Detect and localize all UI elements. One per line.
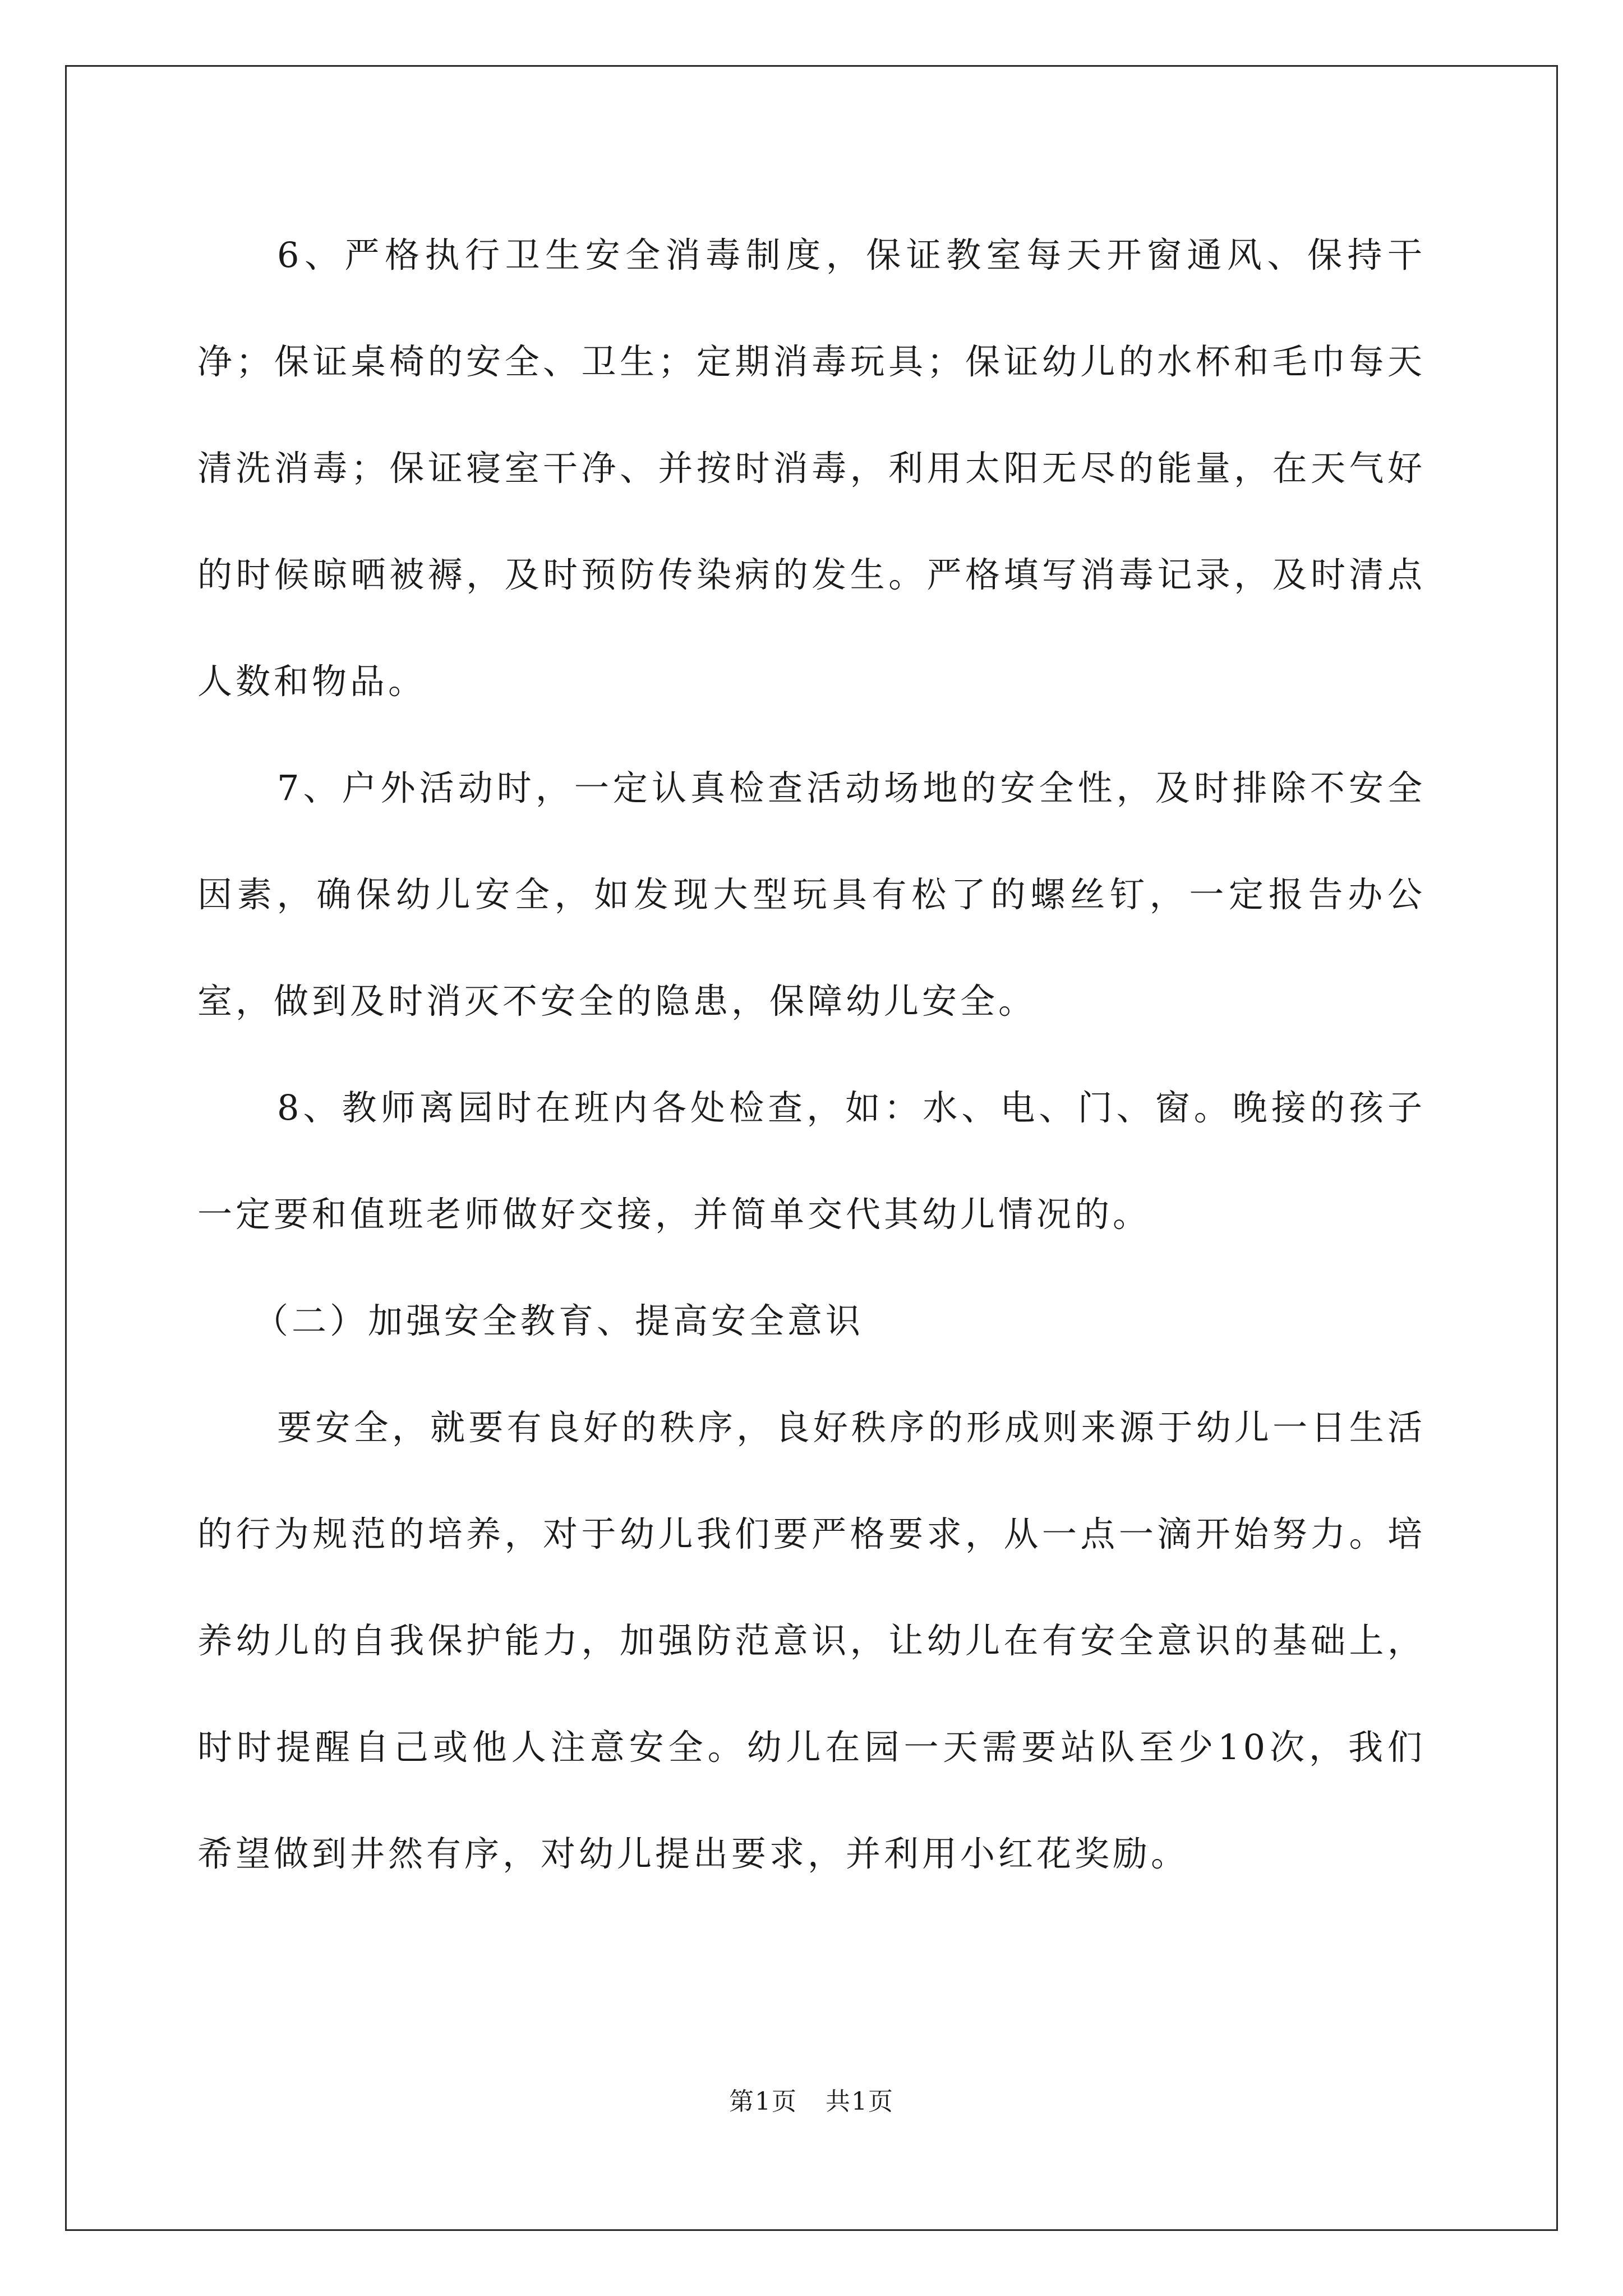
document-body: [197, 202, 1426, 1907]
section-heading: （二）加强安全教育、提高安全意识: [253, 1300, 864, 1341]
page-total: 共1页: [826, 2087, 894, 2116]
paragraph-item-8: 8、教师离园时在班内各处检查，如：水、电、门、窗。晚接的孩子一定要和值班老师做好交接，并简单交代其幼儿情况的。: [197, 1087, 1426, 1235]
page-footer: [0, 2081, 1623, 2117]
paragraph-item-7: 7、户外活动时，一定认真检查活动场地的安全性，及时排除不安全因素，确保幼儿安全，如发现大型玩具有松了的螺丝钉，一定报告办公室，做到及时消灭不安全的隐患，保障幼儿安全。: [197, 767, 1426, 1022]
section-paragraph: 要安全，就要有良好的秩序，良好秩序的形成则来源于幼儿一日生活的行为规范的培养，对于幼儿我们要严格要求，从一点一滴开始努力。培养幼儿的自我保护能力，加强防范意识，让幼儿在有安全意识的基础上，时时提醒自己或他人注意安全。幼儿在园一天需要站队至少10次，我们希望做到井然有序，对幼儿提出要求，并利用小红花奖励。: [197, 1407, 1426, 1874]
paragraph-item-6: 6、严格执行卫生安全消毒制度，保证教室每天开窗通风、保持干净；保证桌椅的安全、卫生；定期消毒玩具；保证幼儿的水杯和毛巾每天清洗消毒；保证寝室干净、并按时消毒，利用太阳无尽的能量，在天气好的时候晾晒被褥，及时预防传染病的发生。严格填写消毒记录，及时清点人数和物品。: [197, 234, 1426, 702]
page-number: 第1页: [729, 2087, 797, 2116]
